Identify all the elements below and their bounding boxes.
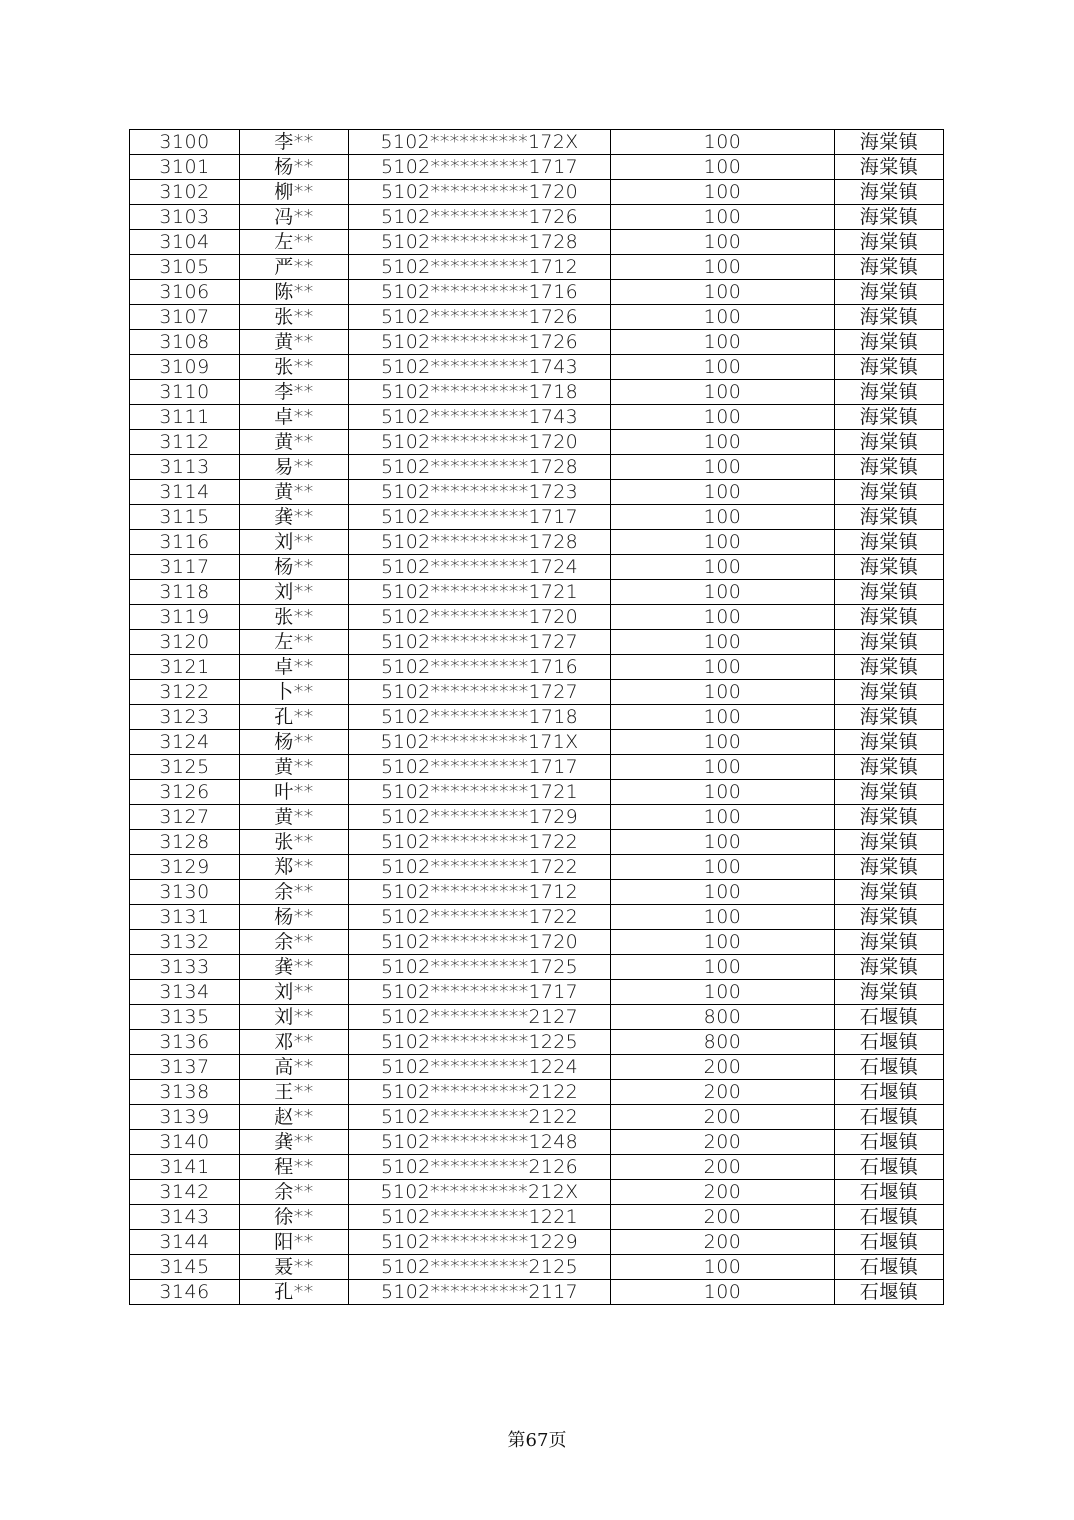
amount-cell: 100 [611,330,835,355]
table-row [130,1030,944,1055]
row-number-cell: 3110 [130,380,240,405]
town-cell: 海棠镇 [835,555,944,580]
id-number-cell: 5102**********1727 [349,680,611,705]
name-cell: 杨** [240,730,349,755]
row-number-cell: 3143 [130,1205,240,1230]
row-number-cell: 3113 [130,455,240,480]
row-number-cell: 3128 [130,830,240,855]
amount-cell: 100 [611,655,835,680]
table-row [130,955,944,980]
town-cell: 海棠镇 [835,780,944,805]
id-number-cell: 5102**********1720 [349,605,611,630]
id-number-cell: 5102**********1720 [349,180,611,205]
id-number-cell: 5102**********1225 [349,1030,611,1055]
amount-cell: 100 [611,455,835,480]
row-number-cell: 3109 [130,355,240,380]
id-number-cell: 5102**********1723 [349,480,611,505]
name-cell: 刘** [240,530,349,555]
table-row [130,580,944,605]
table-row [130,705,944,730]
name-cell: 冯** [240,205,349,230]
amount-cell: 100 [611,430,835,455]
row-number-cell: 3136 [130,1030,240,1055]
id-number-cell: 5102**********1717 [349,980,611,1005]
amount-cell: 100 [611,155,835,180]
table-row [130,1280,944,1305]
table-row [130,1105,944,1130]
amount-cell: 100 [611,530,835,555]
table-row [130,680,944,705]
table-row [130,1055,944,1080]
name-cell: 龚** [240,955,349,980]
id-number-cell: 5102**********1728 [349,530,611,555]
town-cell: 海棠镇 [835,955,944,980]
name-cell: 龚** [240,505,349,530]
amount-cell: 100 [611,930,835,955]
amount-cell: 100 [611,805,835,830]
row-number-cell: 3108 [130,330,240,355]
amount-cell: 100 [611,980,835,1005]
amount-cell: 100 [611,130,835,155]
amount-cell: 100 [611,555,835,580]
name-cell: 严** [240,255,349,280]
table-row [130,305,944,330]
town-cell: 海棠镇 [835,330,944,355]
town-cell: 石堰镇 [835,1255,944,1280]
row-number-cell: 3117 [130,555,240,580]
town-cell: 海棠镇 [835,405,944,430]
table-row [130,1230,944,1255]
table-row [130,555,944,580]
table-row [130,830,944,855]
town-cell: 海棠镇 [835,905,944,930]
row-number-cell: 3138 [130,1080,240,1105]
row-number-cell: 3124 [130,730,240,755]
town-cell: 海棠镇 [835,705,944,730]
id-number-cell: 5102**********1728 [349,230,611,255]
name-cell: 程** [240,1155,349,1180]
amount-cell: 100 [611,705,835,730]
table-body [130,130,944,1305]
table-row [130,155,944,180]
name-cell: 聂** [240,1255,349,1280]
row-number-cell: 3137 [130,1055,240,1080]
table-row [130,630,944,655]
town-cell: 海棠镇 [835,380,944,405]
amount-cell: 100 [611,505,835,530]
id-number-cell: 5102**********1712 [349,255,611,280]
amount-cell: 100 [611,480,835,505]
id-number-cell: 5102**********1224 [349,1055,611,1080]
id-number-cell: 5102**********1229 [349,1230,611,1255]
town-cell: 海棠镇 [835,830,944,855]
amount-cell: 100 [611,405,835,430]
row-number-cell: 3111 [130,405,240,430]
id-number-cell: 5102**********1712 [349,880,611,905]
town-cell: 海棠镇 [835,755,944,780]
id-number-cell: 5102**********1720 [349,430,611,455]
name-cell: 邓** [240,1030,349,1055]
id-number-cell: 5102**********1728 [349,455,611,480]
amount-cell: 100 [611,1255,835,1280]
table-row [130,930,944,955]
amount-cell: 100 [611,905,835,930]
table-row [130,605,944,630]
table-row [130,805,944,830]
row-number-cell: 3121 [130,655,240,680]
id-number-cell: 5102**********212X [349,1180,611,1205]
name-cell: 易** [240,455,349,480]
row-number-cell: 3116 [130,530,240,555]
amount-cell: 100 [611,1280,835,1305]
amount-cell: 200 [611,1055,835,1080]
table-row [130,980,944,1005]
amount-cell: 100 [611,180,835,205]
town-cell: 海棠镇 [835,580,944,605]
name-cell: 黄** [240,430,349,455]
row-number-cell: 3115 [130,505,240,530]
id-number-cell: 5102**********1721 [349,580,611,605]
row-number-cell: 3123 [130,705,240,730]
row-number-cell: 3132 [130,930,240,955]
name-cell: 柳** [240,180,349,205]
name-cell: 张** [240,830,349,855]
name-cell: 黄** [240,805,349,830]
town-cell: 石堰镇 [835,1180,944,1205]
table-row [130,380,944,405]
id-number-cell: 5102**********1722 [349,830,611,855]
name-cell: 龚** [240,1130,349,1155]
row-number-cell: 3102 [130,180,240,205]
town-cell: 海棠镇 [835,680,944,705]
id-number-cell: 5102**********1716 [349,280,611,305]
amount-cell: 100 [611,280,835,305]
table-row [130,230,944,255]
table-row [130,1080,944,1105]
table-row [130,430,944,455]
name-cell: 卓** [240,655,349,680]
id-number-cell: 5102**********1724 [349,555,611,580]
town-cell: 海棠镇 [835,280,944,305]
table-row [130,480,944,505]
name-cell: 黄** [240,755,349,780]
row-number-cell: 3101 [130,155,240,180]
row-number-cell: 3122 [130,680,240,705]
name-cell: 杨** [240,155,349,180]
town-cell: 石堰镇 [835,1105,944,1130]
amount-cell: 200 [611,1180,835,1205]
amount-cell: 100 [611,855,835,880]
town-cell: 石堰镇 [835,1005,944,1030]
town-cell: 海棠镇 [835,730,944,755]
row-number-cell: 3146 [130,1280,240,1305]
id-number-cell: 5102**********1720 [349,930,611,955]
name-cell: 杨** [240,555,349,580]
row-number-cell: 3144 [130,1230,240,1255]
table-row [130,1130,944,1155]
id-number-cell: 5102**********1743 [349,355,611,380]
amount-cell: 200 [611,1105,835,1130]
name-cell: 黄** [240,480,349,505]
id-number-cell: 5102**********2117 [349,1280,611,1305]
id-number-cell: 5102**********1727 [349,630,611,655]
amount-cell: 100 [611,780,835,805]
table-row [130,855,944,880]
town-cell: 石堰镇 [835,1205,944,1230]
id-number-cell: 5102**********171X [349,730,611,755]
name-cell: 李** [240,130,349,155]
table-row [130,1205,944,1230]
name-cell: 李** [240,380,349,405]
amount-cell: 100 [611,730,835,755]
amount-cell: 100 [611,680,835,705]
town-cell: 石堰镇 [835,1280,944,1305]
id-number-cell: 5102**********1248 [349,1130,611,1155]
row-number-cell: 3106 [130,280,240,305]
row-number-cell: 3129 [130,855,240,880]
row-number-cell: 3104 [130,230,240,255]
row-number-cell: 3135 [130,1005,240,1030]
amount-cell: 100 [611,205,835,230]
id-number-cell: 5102**********1729 [349,805,611,830]
amount-cell: 200 [611,1080,835,1105]
name-cell: 刘** [240,980,349,1005]
table-row [130,780,944,805]
name-cell: 高** [240,1055,349,1080]
amount-cell: 100 [611,230,835,255]
id-number-cell: 5102**********1743 [349,405,611,430]
amount-cell: 100 [611,255,835,280]
row-number-cell: 3112 [130,430,240,455]
row-number-cell: 3114 [130,480,240,505]
row-number-cell: 3145 [130,1255,240,1280]
id-number-cell: 5102**********1722 [349,905,611,930]
id-number-cell: 5102**********1717 [349,755,611,780]
town-cell: 石堰镇 [835,1230,944,1255]
id-number-cell: 5102**********1721 [349,780,611,805]
name-cell: 杨** [240,905,349,930]
row-number-cell: 3130 [130,880,240,905]
table-row [130,730,944,755]
row-number-cell: 3131 [130,905,240,930]
id-number-cell: 5102**********1726 [349,205,611,230]
name-cell: 左** [240,630,349,655]
row-number-cell: 3120 [130,630,240,655]
town-cell: 海棠镇 [835,630,944,655]
amount-cell: 200 [611,1155,835,1180]
id-number-cell: 5102**********172X [349,130,611,155]
town-cell: 海棠镇 [835,430,944,455]
table-row [130,655,944,680]
id-number-cell: 5102**********1716 [349,655,611,680]
name-cell: 张** [240,355,349,380]
name-cell: 张** [240,305,349,330]
table-row [130,280,944,305]
row-number-cell: 3105 [130,255,240,280]
table-row [130,330,944,355]
town-cell: 海棠镇 [835,930,944,955]
id-number-cell: 5102**********2122 [349,1105,611,1130]
id-number-cell: 5102**********1722 [349,855,611,880]
name-cell: 郑** [240,855,349,880]
amount-cell: 100 [611,755,835,780]
town-cell: 石堰镇 [835,1130,944,1155]
row-number-cell: 3118 [130,580,240,605]
name-cell: 余** [240,930,349,955]
town-cell: 海棠镇 [835,505,944,530]
name-cell: 张** [240,605,349,630]
id-number-cell: 5102**********1717 [349,155,611,180]
table-row [130,1255,944,1280]
table-row [130,205,944,230]
amount-cell: 100 [611,580,835,605]
table-row [130,755,944,780]
amount-cell: 100 [611,380,835,405]
name-cell: 陈** [240,280,349,305]
row-number-cell: 3125 [130,755,240,780]
row-number-cell: 3140 [130,1130,240,1155]
name-cell: 刘** [240,580,349,605]
amount-cell: 200 [611,1205,835,1230]
town-cell: 石堰镇 [835,1155,944,1180]
id-number-cell: 5102**********1726 [349,330,611,355]
table-row [130,530,944,555]
amount-cell: 100 [611,880,835,905]
table-row [130,455,944,480]
name-cell: 孔** [240,705,349,730]
name-cell: 左** [240,230,349,255]
row-number-cell: 3127 [130,805,240,830]
id-number-cell: 5102**********1718 [349,705,611,730]
town-cell: 海棠镇 [835,980,944,1005]
id-number-cell: 5102**********2122 [349,1080,611,1105]
table-row [130,405,944,430]
amount-cell: 200 [611,1130,835,1155]
id-number-cell: 5102**********2126 [349,1155,611,1180]
table-row [130,180,944,205]
row-number-cell: 3119 [130,605,240,630]
table-row [130,355,944,380]
row-number-cell: 3142 [130,1180,240,1205]
name-cell: 黄** [240,330,349,355]
town-cell: 海棠镇 [835,880,944,905]
name-cell: 余** [240,880,349,905]
table-row [130,880,944,905]
page-number: 第67页 [507,1430,567,1451]
town-cell: 海棠镇 [835,180,944,205]
town-cell: 海棠镇 [835,155,944,180]
town-cell: 海棠镇 [835,205,944,230]
amount-cell: 100 [611,830,835,855]
name-cell: 刘** [240,1005,349,1030]
row-number-cell: 3126 [130,780,240,805]
row-number-cell: 3139 [130,1105,240,1130]
town-cell: 石堰镇 [835,1030,944,1055]
town-cell: 海棠镇 [835,355,944,380]
name-cell: 叶** [240,780,349,805]
amount-cell: 100 [611,605,835,630]
row-number-cell: 3107 [130,305,240,330]
town-cell: 海棠镇 [835,130,944,155]
town-cell: 海棠镇 [835,655,944,680]
name-cell: 王** [240,1080,349,1105]
table-row [130,1180,944,1205]
data-table [129,129,944,1305]
table-row [130,505,944,530]
table-row [130,255,944,280]
town-cell: 石堰镇 [835,1080,944,1105]
name-cell: 卜** [240,680,349,705]
name-cell: 卓** [240,405,349,430]
town-cell: 海棠镇 [835,805,944,830]
town-cell: 海棠镇 [835,530,944,555]
town-cell: 海棠镇 [835,230,944,255]
town-cell: 海棠镇 [835,480,944,505]
town-cell: 海棠镇 [835,855,944,880]
town-cell: 海棠镇 [835,305,944,330]
id-number-cell: 5102**********1717 [349,505,611,530]
name-cell: 徐** [240,1205,349,1230]
amount-cell: 800 [611,1030,835,1055]
row-number-cell: 3133 [130,955,240,980]
amount-cell: 100 [611,355,835,380]
row-number-cell: 3103 [130,205,240,230]
name-cell: 孔** [240,1280,349,1305]
row-number-cell: 3141 [130,1155,240,1180]
id-number-cell: 5102**********2125 [349,1255,611,1280]
town-cell: 石堰镇 [835,1055,944,1080]
amount-cell: 800 [611,1005,835,1030]
id-number-cell: 5102**********1221 [349,1205,611,1230]
name-cell: 阳** [240,1230,349,1255]
town-cell: 海棠镇 [835,605,944,630]
amount-cell: 100 [611,630,835,655]
id-number-cell: 5102**********1726 [349,305,611,330]
table-row [130,1005,944,1030]
id-number-cell: 5102**********1725 [349,955,611,980]
table-row [130,130,944,155]
id-number-cell: 5102**********2127 [349,1005,611,1030]
table-row [130,905,944,930]
table-row [130,1155,944,1180]
amount-cell: 100 [611,305,835,330]
amount-cell: 100 [611,955,835,980]
name-cell: 赵** [240,1105,349,1130]
town-cell: 海棠镇 [835,255,944,280]
row-number-cell: 3100 [130,130,240,155]
amount-cell: 200 [611,1230,835,1255]
name-cell: 余** [240,1180,349,1205]
row-number-cell: 3134 [130,980,240,1005]
id-number-cell: 5102**********1718 [349,380,611,405]
town-cell: 海棠镇 [835,455,944,480]
